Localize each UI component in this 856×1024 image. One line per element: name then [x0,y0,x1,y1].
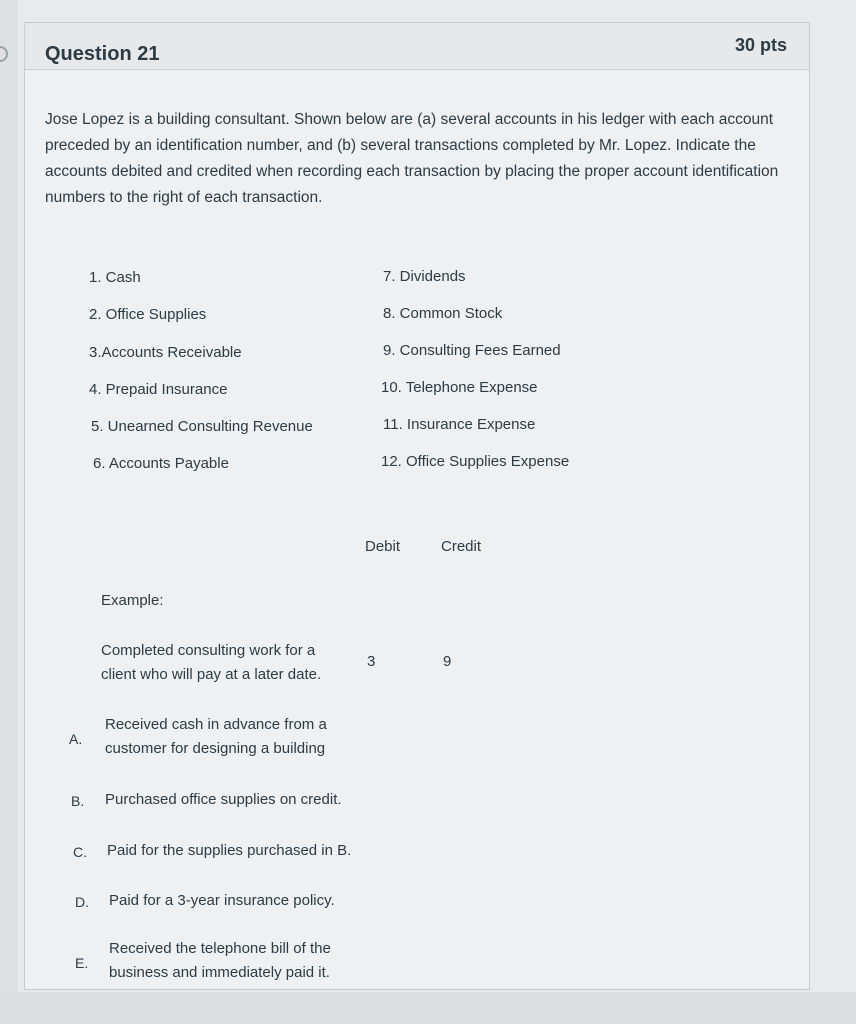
example-label: Example: [101,592,164,609]
transaction-text: Received the telephone bill of the business and immediately paid it. [109,940,331,981]
debit-column-header: Debit [365,538,401,555]
account-item: 10. Telephone Expense [381,379,538,396]
account-item: 1. Cash [89,269,141,286]
account-item: 6. Accounts Payable [93,455,229,472]
question-points: 30 pts [734,35,787,55]
question-title: Question 21 [45,43,160,65]
example-credit-value: 9 [443,653,452,670]
example-text: Completed consulting work for a client who will pay at a later date. [101,642,322,683]
credit-column-header: Credit [441,538,482,555]
question-card [24,22,810,990]
account-item: 8. Common Stock [383,305,503,322]
transaction-letter: E. [75,955,89,971]
account-item: 9. Consulting Fees Earned [383,342,561,359]
transaction-text: Paid for a 3-year insurance policy. [109,892,335,909]
account-item: 3.Accounts Receivable [89,344,242,361]
account-item: 4. Prepaid Insurance [89,381,228,398]
transaction-text: Paid for the supplies purchased in B. [107,842,352,859]
transaction-text: Purchased office supplies on credit. [105,791,342,808]
account-item: 12. Office Supplies Expense [381,453,570,470]
account-item: 11. Insurance Expense [383,416,536,433]
question-header [25,23,809,70]
transaction-text: Received cash in advance from a customer for designing a building [105,716,327,757]
question-prompt: Jose Lopez is a building consultant. Shown below are (a) several accounts in his ledger with each account preceded by an identification number, and (b) several transactions completed by Mr. Lopez. Indicate the accounts debited and credited when recording each transaction by placing the proper account identification numbers to the right of each transaction. [45,111,779,206]
transaction-letter: D. [75,894,89,910]
transaction-letter: C. [73,844,87,860]
bottom-bar [0,992,856,1024]
left-edge-strip [0,0,18,1024]
example-debit-value: 3 [367,653,376,670]
account-item: 7. Dividends [383,268,466,285]
account-item: 5. Unearned Consulting Revenue [91,418,313,435]
transaction-letter: A. [69,731,83,747]
transaction-letter: B. [71,793,85,809]
account-item: 2. Office Supplies [89,306,207,323]
